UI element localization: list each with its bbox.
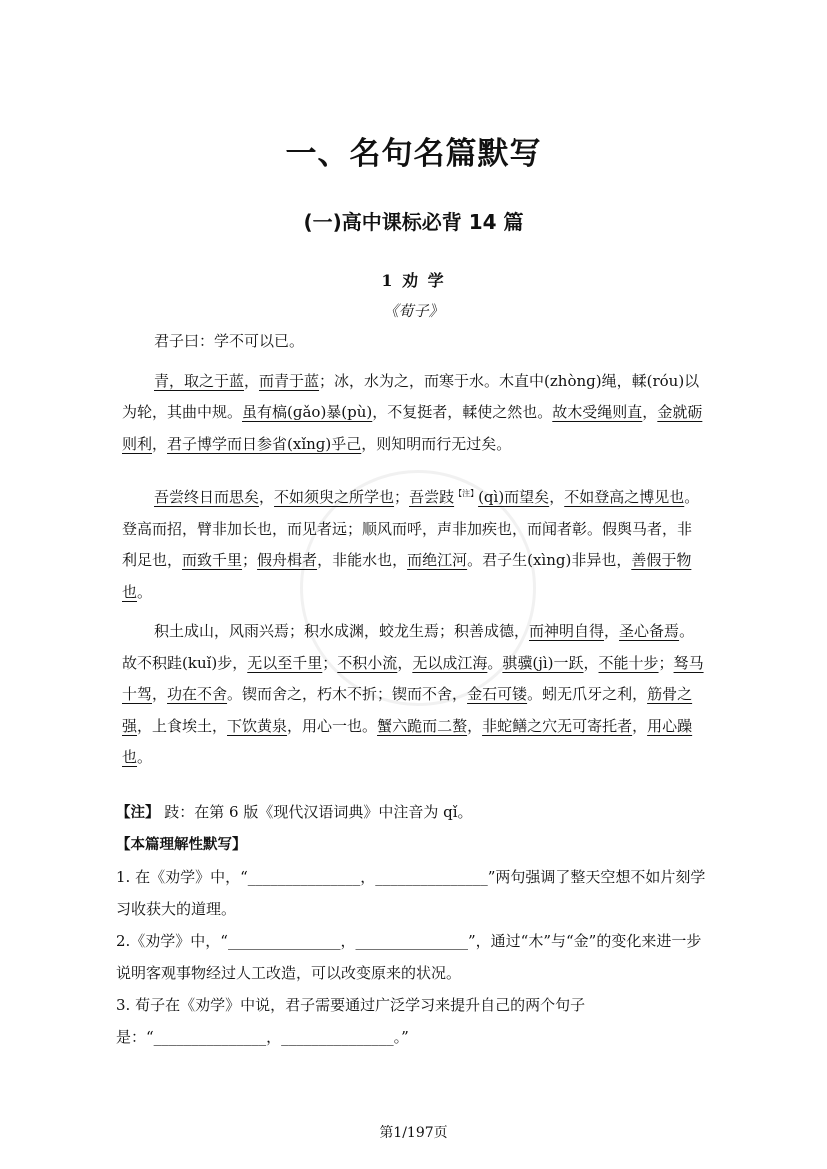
key-sentence: 吾尝跂 xyxy=(409,488,455,506)
key-sentence: 青，取之于蓝 xyxy=(154,371,245,390)
key-sentence: 而致千里 xyxy=(182,551,243,569)
text-segment: 。君子生(xìng)非异也， xyxy=(467,551,632,569)
key-sentence: 金石可镂 xyxy=(467,685,528,703)
text-segment: ，则知明而行无过矣。 xyxy=(361,434,512,453)
text-segment: ， xyxy=(549,488,565,506)
note-line xyxy=(116,796,710,829)
key-sentence: 用心躁也 xyxy=(122,716,693,766)
text-segment: ； xyxy=(658,653,674,672)
text-segment: ； xyxy=(394,488,410,506)
key-sentence: (qì)而望矣 xyxy=(478,488,550,506)
key-sentence: 虽有槁(ɡǎo)暴(pù) xyxy=(242,403,373,421)
text-segment: ，不复挺者，輮使之然也。 xyxy=(372,403,553,421)
key-sentence: 善假于物也 xyxy=(122,551,692,601)
text-segment: ；冰，水为之，而寒于水。木直中(zhònɡ)绳，輮(róu)以为轮，其曲中规。 xyxy=(122,371,700,421)
text-segment: 。锲而舍之，朽木不折；锲而不舍， xyxy=(227,685,468,703)
key-sentence: 功在不舍 xyxy=(167,685,228,703)
lesson-author: 《荀子》 xyxy=(383,302,444,320)
exercise-item: 3. 荀子在《劝学》中说，君子需要通过广泛学习来提升自己的两个句子是：“_______________，_______________。” xyxy=(116,996,586,1046)
lesson-heading: 1 劝 学 xyxy=(381,271,446,290)
key-sentence: 而青于蓝 xyxy=(259,371,320,390)
text-segment: ， xyxy=(467,716,483,735)
text-segment: 。 xyxy=(487,653,503,672)
text-segment: 。登高而招，臂非加长也，而见者远；顺风而呼，声非加疾也，而闻者彰。假舆马者，非利足也， xyxy=(122,488,700,569)
text-segment: ， xyxy=(152,434,168,453)
note-marker: 【注】 xyxy=(454,489,479,498)
key-sentence: 筋骨之强 xyxy=(122,685,693,735)
key-sentence: 君子博学而日参省(xǐnɡ)乎己 xyxy=(167,434,362,453)
key-sentence: 故木受绳则直 xyxy=(552,403,643,421)
text-segment: 。 xyxy=(137,582,153,601)
key-sentence: 而绝江河 xyxy=(407,551,468,569)
page-title: 一、名句名篇默写 xyxy=(285,136,542,172)
text-segment: ， xyxy=(583,653,599,672)
key-sentence: 不能十步 xyxy=(598,653,659,672)
text-segment: ，用心一也。 xyxy=(287,716,378,735)
text-segment: ， xyxy=(632,716,648,735)
text-segment: ，非能水也， xyxy=(317,551,408,569)
key-sentence: 圣心备焉 xyxy=(619,622,680,640)
page-number: 第1/197页 xyxy=(379,1125,448,1141)
text-segment: ， xyxy=(642,403,658,421)
paragraph-3 xyxy=(122,478,706,608)
text-segment: 。 xyxy=(137,748,153,766)
text-segment: ， xyxy=(244,371,260,390)
key-sentence: 假舟楫者 xyxy=(257,551,318,569)
key-sentence: 不积小流 xyxy=(337,653,398,672)
exercise-header: 【本篇理解性默写】 xyxy=(116,837,247,853)
text-segment: ， xyxy=(152,685,168,703)
text-segment: 。蚓无爪牙之利， xyxy=(527,685,648,703)
paragraph-4 xyxy=(122,616,706,774)
key-sentence: 下饮黄泉 xyxy=(227,716,288,735)
text-segment: ， xyxy=(397,653,413,672)
key-sentence: 驽马十驾 xyxy=(122,653,704,703)
exercise-item: 1. 在《劝学》中，“_______________，_______________”两句强调了整天空想不如片刻学习收获大的道理。 xyxy=(116,868,706,918)
note-text: 跂：在第 6 版《现代汉语词典》中注音为 qǐ。 xyxy=(159,803,473,821)
paragraph-1: 君子曰：学不可以已。 xyxy=(154,332,305,350)
key-sentence: 无以成江海 xyxy=(412,653,488,672)
key-sentence: 而神明自得 xyxy=(529,622,605,640)
notes-section xyxy=(116,796,710,1053)
passage-body xyxy=(122,326,706,774)
text-segment: 积土成山，风雨兴焉；积水成渊，蛟龙生焉；积善成德， xyxy=(154,622,530,640)
key-sentence: 非蛇鳝之穴无可寄托者 xyxy=(482,716,633,735)
exercise-item: 2.《劝学》中，“_______________，_______________”，通过“木”与“金”的变化来进一步说明客观事物经过人工改造，可以改变原来的状况。 xyxy=(116,932,702,982)
key-sentence: 蟹六跪而二螯 xyxy=(377,716,468,735)
text-segment: ，上食埃土， xyxy=(137,716,228,735)
section-subtitle: (一)高中课标必背 14 篇 xyxy=(303,210,524,234)
key-sentence: 金就砺则利 xyxy=(122,403,703,453)
text-segment: 。故不积跬(kuǐ)步， xyxy=(122,622,695,672)
text-segment: ， xyxy=(604,622,620,640)
key-sentence: 吾尝终日而思矣 xyxy=(154,488,260,506)
text-segment: ； xyxy=(242,551,258,569)
paragraph-2 xyxy=(122,366,706,461)
key-sentence: 无以至千里 xyxy=(247,653,323,672)
note-label: 【注】 xyxy=(116,805,160,821)
text-segment: ， xyxy=(259,488,275,506)
key-sentence: 不如登高之博见也 xyxy=(564,488,685,506)
text-segment: ； xyxy=(322,653,338,672)
key-sentence: 不如须臾之所学也 xyxy=(274,488,395,506)
key-sentence: 骐骥(jì)一跃 xyxy=(502,653,584,672)
